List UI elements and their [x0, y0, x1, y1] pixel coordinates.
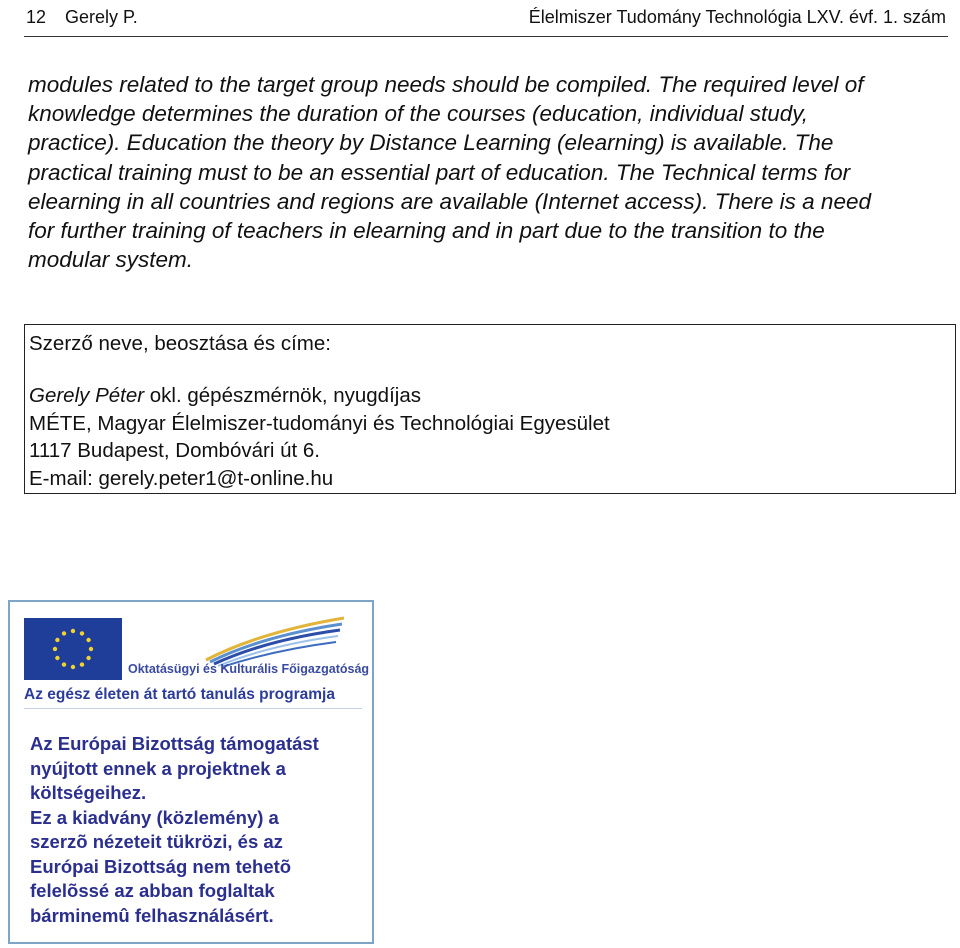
author-address: 1117 Budapest, Dombóvári út 6.: [29, 439, 320, 462]
header-divider: [24, 36, 948, 37]
body-paragraph: [28, 70, 946, 274]
body-line: elearning in all countries and regions are available (Internet access). There is a need: [28, 188, 871, 214]
disclaimer-line: Európai Bizottság nem tehetõ: [30, 855, 292, 877]
running-author: Gerely P.: [65, 7, 138, 27]
body-line: practical training must to be an essential part of education. The Technical terms for: [28, 159, 851, 185]
page-header: [24, 4, 948, 34]
body-line: modules related to the target group needs should be compiled. The required level of: [28, 72, 864, 97]
author-email: E-mail: gerely.peter1@t-online.hu: [29, 466, 334, 490]
disclaimer-line: szerzõ nézeteit tükrözi, és az: [30, 831, 283, 852]
body-line: for further training of teachers in elearning and in part due to the transition to the: [28, 218, 825, 244]
disclaimer-line: nyújtott ennek a projektnek a: [30, 757, 286, 779]
eu-flag-icon: [24, 618, 122, 680]
author-box-title: Szerző neve, beosztása és címe:: [29, 332, 331, 355]
author-name: Gerely Péter: [29, 384, 145, 407]
disclaimer-line: bárminemû felhasználásért.: [30, 904, 274, 926]
author-organization: MÉTE, Magyar Élelmiszer-tudományi és Technológiai Egyesület: [29, 411, 610, 435]
agency-name: Oktatásügyi és Kulturális Főigazgatóság: [128, 662, 370, 676]
author-details: [29, 382, 610, 492]
journal-title: Élelmiszer Tudomány Technológia LXV. évf. 1. szám: [528, 7, 946, 27]
author-role: okl. gépészmérnök, nyugdíjas: [144, 384, 421, 407]
author-info-box: [24, 324, 956, 494]
funding-notice: [8, 600, 374, 944]
programme-name: Az egész életen át tartó tanulás programja: [24, 686, 335, 703]
body-line: knowledge determines the duration of the courses (education, individual study,: [28, 101, 809, 127]
funding-disclaimer: [30, 732, 370, 928]
programme-divider: [24, 708, 362, 709]
disclaimer-line: költségeihez.: [30, 782, 147, 803]
page-number: 12: [26, 7, 47, 27]
body-line: practice). Education the theory by Distance Learning (elearning) is available. The: [28, 130, 834, 156]
body-line: modular system.: [28, 247, 194, 273]
author-name-line: [29, 382, 610, 410]
disclaimer-line: Ez a kiadvány (közlemény) a: [30, 806, 279, 828]
disclaimer-line: felelõssé az abban foglaltak: [30, 880, 275, 901]
disclaimer-line: Az Európai Bizottság támogatást: [30, 733, 319, 754]
lifelong-learning-logo-icon: [200, 612, 350, 668]
